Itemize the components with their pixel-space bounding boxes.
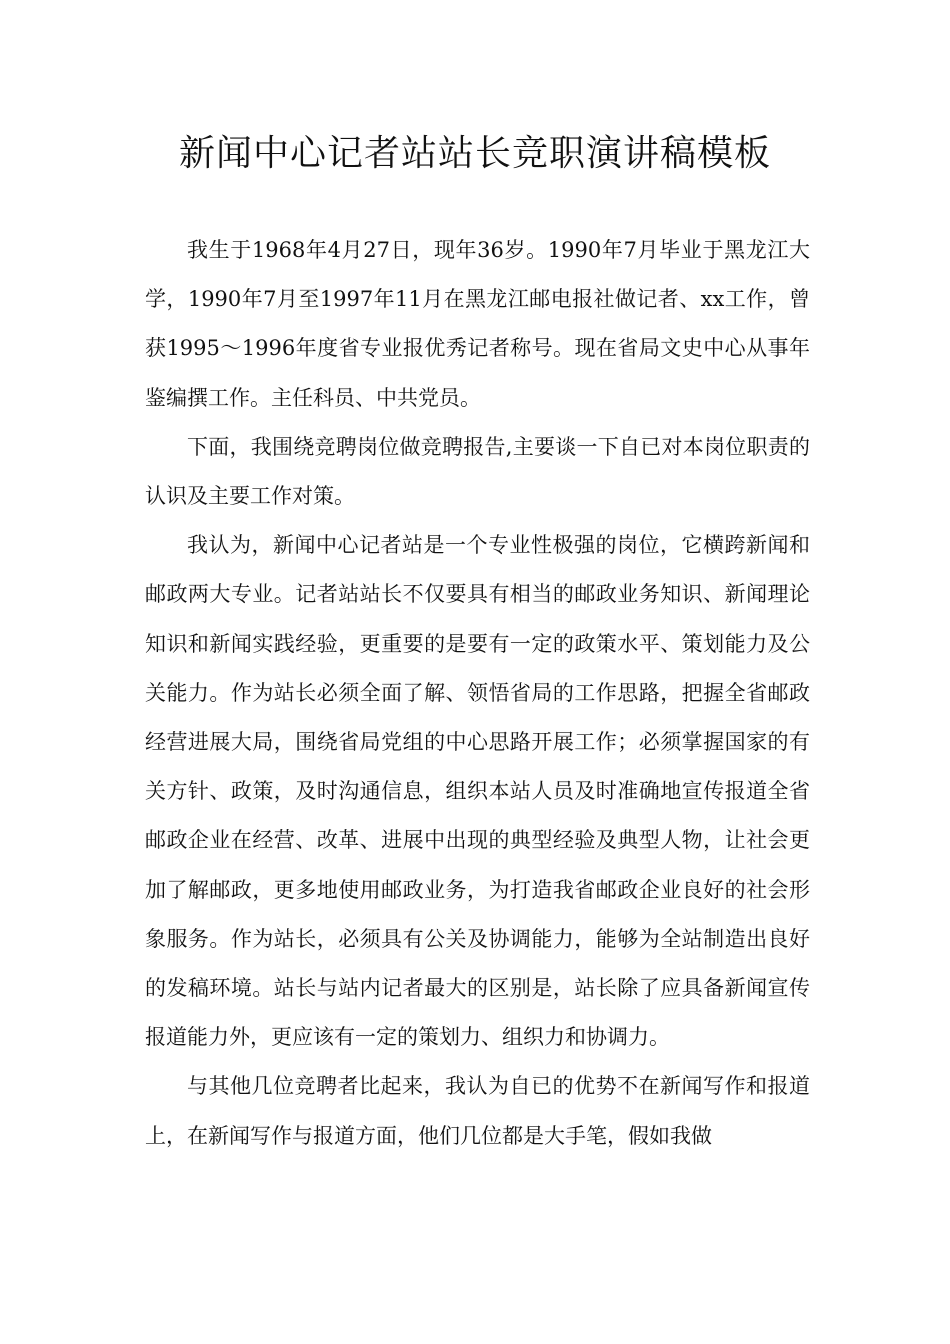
- paragraph-role-understanding: 我认为，新闻中心记者站是一个专业性极强的岗位，它横跨新闻和邮政两大专业。记者站站长不仅要具有相当的邮政业务知识、新闻理论知识和新闻实践经验，更重要的是要有一定的政策水平、策划能力及公关能力。作为站长必须全面了解、领悟省局的工作思路，把握全省邮政经营进展大局，围绕省局党组的中心思路开展工作；必须掌握国家的有关方针、政策，及时沟通信息，组织本站人员及时准确地宣传报道全省邮政企业在经营、改革、进展中出现的典型经验及典型人物，让社会更加了解邮政，更多地使用邮政业务，为打造我省邮政企业良好的社会形象服务。作为站长，必须具有公关及协调能力，能够为全站制造出良好的发稿环境。站长与站内记者最大的区别是，站长除了应具备新闻宣传报道能力外，更应该有一定的策划力、组织力和协调力。: [145, 533, 810, 1050]
- paragraph-personal-background: 我生于1968年4月27日，现年36岁。1990年7月毕业于黑龙江大学，1990年7月至1997年11月在黑龙江邮电报社做记者、xx工作，曾获1995～1996年度省专业报优秀记者称号。现在省局文史中心从事年鉴编撰工作。主任科员、中共党员。: [145, 238, 810, 410]
- paragraph-comparison: 与其他几位竞聘者比起来，我认为自已的优势不在新闻写作和报道上，在新闻写作与报道方面，他们几位都是大手笔，假如我做: [145, 1074, 810, 1148]
- paragraph-report-intro: 下面，我围绕竞聘岗位做竞聘报告,主要谈一下自已对本岗位职责的认识及主要工作对策。: [145, 434, 810, 509]
- document-title: 新闻中心记者站站长竞职演讲稿模板: [178, 133, 771, 174]
- document-body: [145, 226, 810, 1161]
